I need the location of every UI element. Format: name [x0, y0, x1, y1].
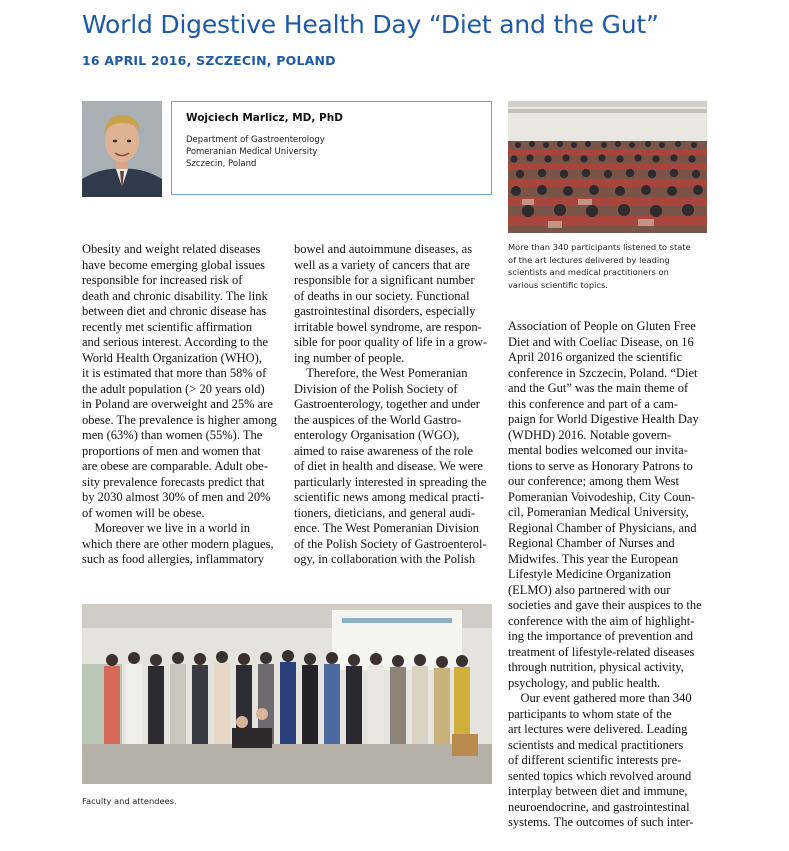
- author-city: Szczecin, Poland: [186, 159, 257, 169]
- text-line: sible for poor quality of life in a grow-: [294, 335, 488, 349]
- text-line: ing number of people.: [294, 350, 405, 365]
- text-line: particularly interested in spreading the: [294, 474, 487, 489]
- text-line: such as food allergies, inflammatory: [82, 552, 265, 566]
- text-line: aimed to raise awareness of the role: [294, 443, 474, 458]
- caption-line: scientists and medical practitioners on: [508, 267, 669, 277]
- text-line: enterology Organisation (WGO),: [294, 428, 460, 442]
- text-line: April 2016 organized the scientific: [508, 350, 683, 364]
- text-line: and the Gut” was the main theme of: [508, 381, 689, 395]
- text-line: sented topics which revolved around: [508, 768, 692, 783]
- text-line: (ELMO) also partnered with our: [508, 582, 671, 597]
- text-line: proportions of men and women that: [82, 443, 261, 458]
- author-name: Wojciech Marlicz, MD, PhD: [186, 112, 343, 124]
- text-line: well as a variety of cancers that are: [294, 257, 470, 272]
- text-line: recently met scientific affirmation: [82, 319, 253, 334]
- text-line: scientific news among medical practi-: [294, 490, 485, 504]
- text-line: Lifestyle Medicine Organization: [508, 567, 671, 581]
- text-line: neuroendocrine, and gastrointestinal: [508, 799, 690, 814]
- text-line: Regional Chamber of Nurses and: [508, 536, 675, 550]
- caption-line: of the art lectures delivered by leading: [508, 254, 670, 265]
- text-line: interplay between diet and immune,: [508, 784, 688, 798]
- text-line: death and chronic disability. The link: [82, 288, 268, 303]
- text-line: Moreover we live in a world in: [82, 521, 251, 535]
- text-line: by 2030 almost 30% of men and 20%: [82, 490, 271, 504]
- text-line: mental bodies welcomed our invita-: [508, 443, 688, 457]
- text-line: in Poland are overweight and 25% are: [82, 397, 273, 411]
- text-line: Pomeranian Voivodeship, City Coun-: [508, 489, 696, 504]
- author-portrait-photo: [82, 101, 162, 197]
- text-line: Our event gathered more than 340: [508, 691, 692, 705]
- text-line: of different scientific interests pre-: [508, 753, 682, 767]
- text-line: Division of the Polish Society of: [294, 381, 458, 396]
- text-line: (WDHD) 2016. Notable govern-: [508, 427, 672, 442]
- text-line: conference in Szczecin, Poland. “Diet: [508, 365, 698, 380]
- text-line: Regional Chamber of Physicians, and: [508, 520, 697, 535]
- article-title: World Digestive Health Day “Diet and the Gut”: [82, 10, 659, 39]
- text-line: are obese are comparable. Adult obe-: [82, 459, 269, 473]
- text-line: Diet and with Coeliac Disease, on 16: [508, 334, 694, 349]
- text-line: of the Polish Society of Gastroenterol-: [294, 536, 487, 551]
- text-line: art lectures were delivered. Leading: [508, 722, 688, 736]
- text-line: responsible for a significant number: [294, 273, 475, 287]
- text-line: tioners, dieticians, and general audi-: [294, 505, 476, 520]
- author-university: Pomeranian Medical University: [186, 147, 318, 157]
- text-line: Midwifes. This year the European: [508, 551, 679, 566]
- text-line: it is estimated that more than 58% of: [82, 366, 267, 380]
- caption-line: More than 340 participants listened to state: [508, 242, 691, 252]
- text-line: paign for World Digestive Health Day: [508, 412, 699, 426]
- text-line: bowel and autoimmune diseases, as: [294, 242, 473, 256]
- text-line: men (63%) than women (55%). The: [82, 428, 263, 442]
- text-column-2: [294, 242, 487, 568]
- text-line: Obesity and weight related diseases: [82, 242, 261, 256]
- text-line: our conference; among them West: [508, 474, 679, 488]
- text-line: participants to whom state of the: [508, 706, 672, 721]
- text-line: cil, Pomeranian Medical University,: [508, 505, 689, 519]
- text-line: gastrointestinal disorders, especially: [294, 304, 476, 318]
- text-line: of women will be obese.: [82, 505, 205, 520]
- text-line: sity prevalence forecasts predict that: [82, 474, 265, 489]
- text-line: tions to serve as Honorary Patrons to: [508, 458, 693, 473]
- text-line: obese. The prevalence is higher among: [82, 412, 277, 427]
- lecture-photo-caption: [508, 241, 718, 291]
- article-subtitle: 16 APRIL 2016, SZCZECIN, POLAND: [82, 53, 336, 68]
- text-line: irritable bowel syndrome, are respon-: [294, 319, 482, 334]
- text-line: of diet in health and disease. We were: [294, 459, 483, 473]
- author-department: Department of Gastroenterology: [186, 135, 325, 145]
- text-line: ence. The West Pomeranian Division: [294, 521, 479, 535]
- text-line: have become emerging global issues: [82, 257, 266, 272]
- text-line: the adult population (> 20 years old): [82, 381, 265, 396]
- text-line: through nutrition, physical activity,: [508, 660, 684, 674]
- text-line: World Health Organization (WHO),: [82, 350, 262, 365]
- text-line: Association of People on Gluten Free: [508, 319, 696, 333]
- text-column-3: [508, 319, 702, 831]
- text-line: scientists and medical practitioners: [508, 737, 684, 752]
- caption-line: various scientific topics.: [508, 279, 608, 290]
- text-line: ing the importance of prevention and: [508, 629, 694, 643]
- text-column-1: [82, 242, 277, 568]
- text-line: which there are other modern plagues,: [82, 536, 274, 551]
- text-line: and serious interest. According to the: [82, 335, 269, 349]
- author-info-box: [171, 101, 492, 195]
- text-line: treatment of lifestyle-related diseases: [508, 644, 695, 659]
- text-line: Therefore, the West Pomeranian: [294, 366, 468, 380]
- text-line: societies and gave their auspices to the: [508, 598, 702, 612]
- text-line: of deaths in our society. Functional: [294, 288, 470, 303]
- lecture-hall-photo: [508, 101, 707, 233]
- text-line: Gastroenterology, together and under: [294, 397, 480, 411]
- group-photo-caption: Faculty and attendees.: [82, 796, 177, 806]
- text-line: this conference and part of a cam-: [508, 396, 679, 411]
- text-line: conference with the aim of highlight-: [508, 613, 695, 628]
- text-line: the auspices of the World Gastro-: [294, 412, 462, 427]
- text-line: psychology, and public health.: [508, 675, 661, 690]
- text-line: between diet and chronic disease has: [82, 304, 267, 318]
- group-photo: [82, 604, 492, 784]
- text-line: ogy, in collaboration with the Polish: [294, 552, 476, 566]
- text-line: responsible for increased risk of: [82, 273, 243, 287]
- text-line: systems. The outcomes of such inter-: [508, 815, 694, 829]
